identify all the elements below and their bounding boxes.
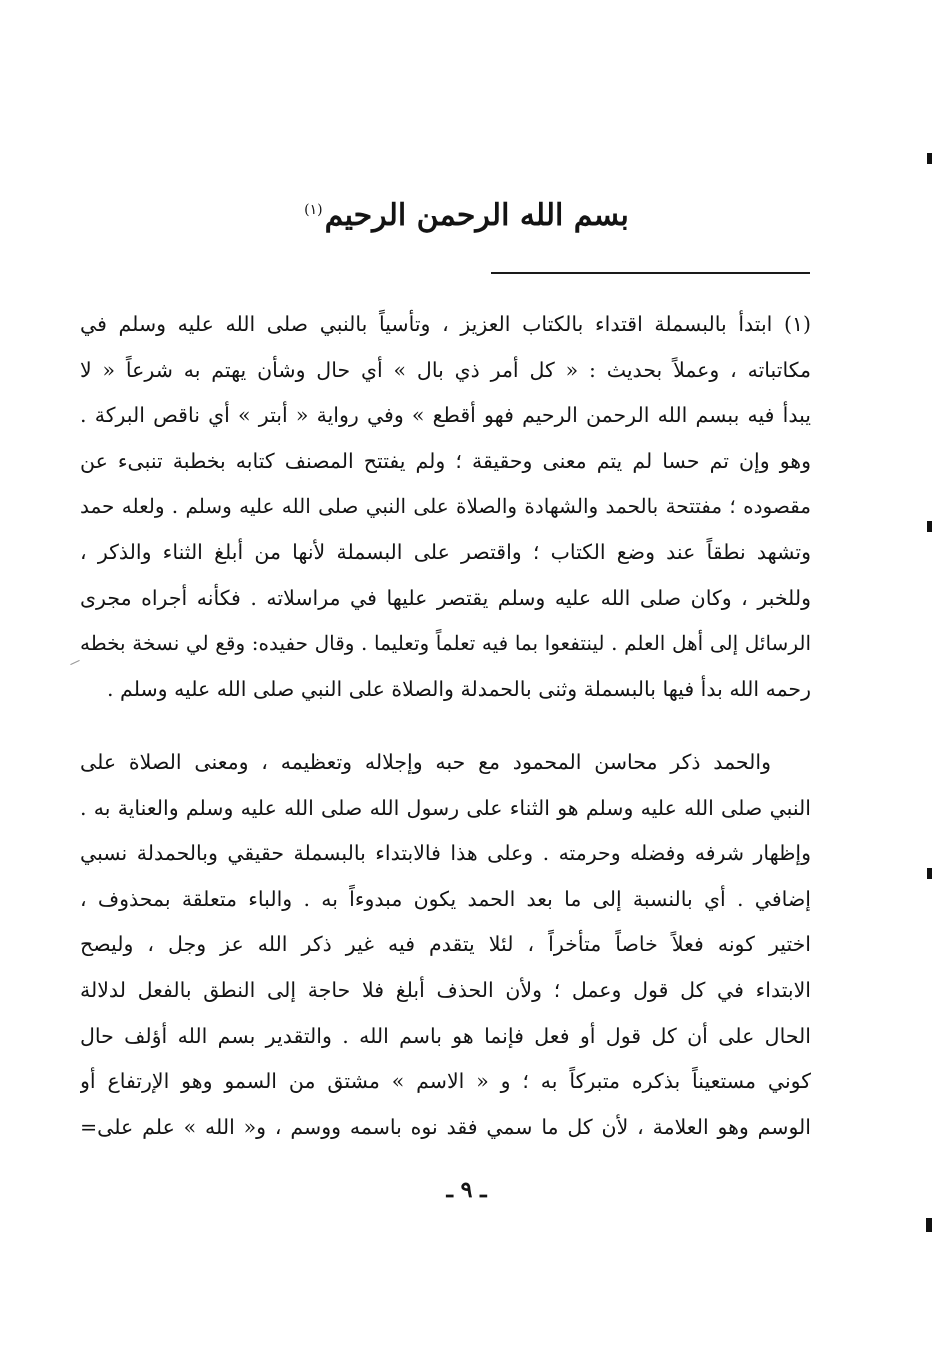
- body-line: وإظهار شرفه وفضله وحرمته . وعلى هذا فالابتداء بالبسملة حقيقي وبالحمدلة نسبي: [80, 841, 811, 866]
- body-line: إضافي . أي بالنسبة إلى ما بعد الحمد يكون مبدوءاً به . والباء متعلقة بمحذوف ،: [80, 886, 811, 911]
- title-footnote-marker: (١): [304, 202, 323, 218]
- body-paragraph: [80, 740, 811, 1150]
- footnote-line: رحمه الله بدأ فيها بالبسملة وثنى بالحمدلة والصلاة على النبي صلى الله عليه وسلم .: [107, 676, 811, 701]
- scan-edge-mark: [926, 1218, 932, 1232]
- page-number: ـ ٩ ـ: [446, 1177, 487, 1203]
- scan-edge-mark: [927, 521, 932, 532]
- scan-edge-mark: [927, 153, 932, 164]
- scan-speck: [70, 660, 79, 665]
- footnote-line: (١) ابتدأ بالبسملة اقتداء بالكتاب العزيز ، وتأسياً بالنبي صلى الله عليه وسلم في: [80, 312, 811, 336]
- page-title: [0, 186, 933, 240]
- body-line: الحال على أن كل قول أو فعل فإنما هو باسم الله . والتقدير بسم الله أؤلف حال: [80, 1023, 811, 1048]
- body-line: الوسم وهو العلامة ، لأن كل ما سمي فقد نوه باسمه ووسم ، و« الله » علم على=: [80, 1114, 811, 1139]
- footnote-line: مقصوده ؛ مفتتحة بالحمد والشهادة والصلاة على النبي صلى الله عليه وسلم . ولعله حمد: [80, 494, 811, 519]
- body-line: والحمد ذكر محاسن المحمود مع حبه وإجلاله وتعظيمه ، ومعنى الصلاة على: [80, 750, 771, 774]
- title-text: بسم الله الرحمن الرحيم: [324, 198, 629, 233]
- footnote-line: وهو وإن تم حسا لم يتم معنى وحقيقة ؛ ولم يفتتح المصنف كتابه بخطبة تنبىء عن: [80, 448, 811, 473]
- body-line: كوني مستعيناً بذكره متبركاً به ؛ و « الاسم » مشتق من السمو وهو الإرتفاع أو: [80, 1069, 811, 1094]
- footnote-divider: [491, 272, 810, 274]
- body-line: اختير كونه فعلاً خاصاً متأخراً ، لئلا يتقدم فيه غير ذكر الله عز وجل ، وليصح: [80, 932, 811, 957]
- body-line: الابتداء في كل قول وعمل ؛ ولأن الحذف أبلغ فلا حاجة إلى النطق بالفعل لدلالة: [80, 977, 811, 1002]
- footnote-line: وتشهد نطقاً عند وضع الكتاب ؛ واقتصر على البسملة لأنها من أبلغ الثناء والذكر ،: [80, 539, 811, 564]
- scan-edge-mark: [927, 868, 932, 879]
- footnote-line: الرسائل إلى أهل العلم . لينتفعوا بما فيه تعلماً وتعليما . وقال حفيده: وقع لي نسخة بخطه: [80, 631, 811, 656]
- body-line: النبي صلى الله عليه وسلم هو الثناء على رسول الله صلى الله عليه وسلم والعناية به .: [80, 795, 811, 820]
- footnote-line: يبدأ فيه ببسم الله الرحمن الرحيم فهو أقطع » وفي رواية « أبتر » أي ناقص البركة .: [80, 403, 811, 428]
- footnote-block: [80, 302, 811, 712]
- footnote-line: مكاتباته ، وعملاً بحديث : « كل أمر ذي بال » أي حال وشأن يهتم به شرعاً « لا: [80, 357, 811, 382]
- footnote-line: وللخبر ، وكان صلى الله عليه وسلم يقتصر عليها في مراسلاته . فكأنه أجراه مجرى: [80, 585, 811, 610]
